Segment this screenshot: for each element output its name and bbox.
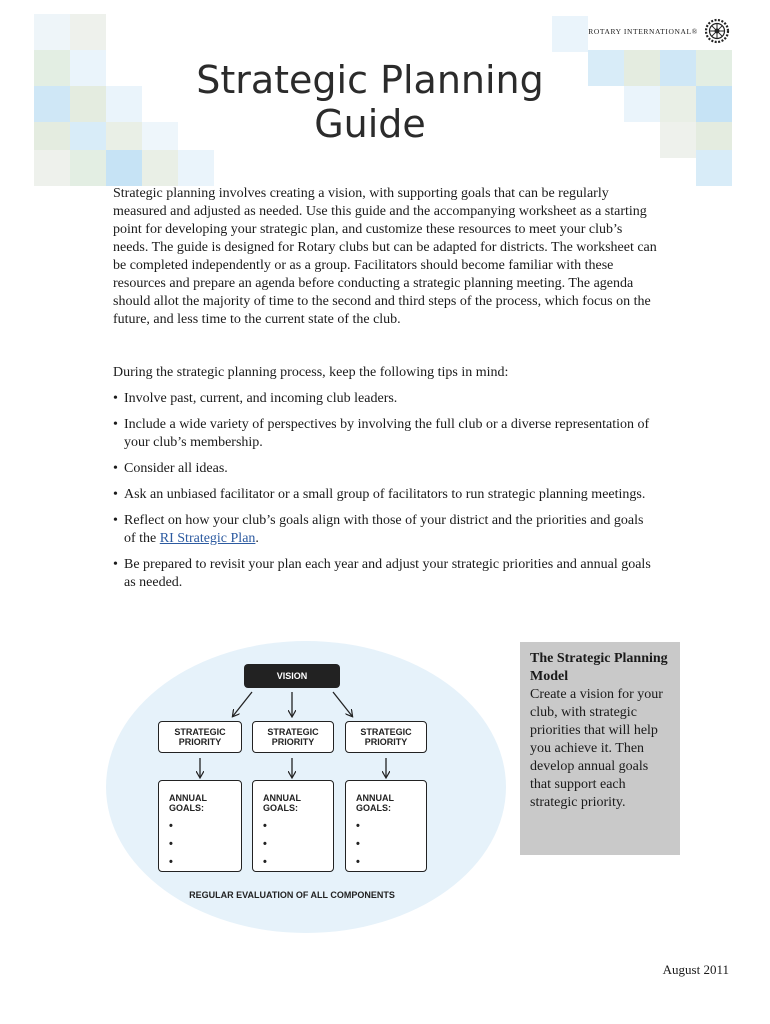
tip-text-end: . <box>255 531 259 546</box>
goal-bullet: • <box>169 820 173 832</box>
tip-text: Be prepared to revisit your plan each year and adjust your strategic priorities and annual goals as needed. <box>124 557 651 590</box>
annual-goals-box <box>252 780 334 872</box>
priority-label-1: STRATEGIC <box>360 727 412 737</box>
title-line-2: Guide <box>314 102 426 146</box>
goal-bullet: • <box>263 838 267 850</box>
priority-label-2: PRIORITY <box>178 737 222 747</box>
annual-goals-box <box>158 780 242 872</box>
intro-paragraph: Strategic planning involves creating a vision, with supporting goals that can be regularly measured and adjusted as needed. Use this guide and the accompanying worksheet as a starting point for developing your strategic plan, and customize these resources to meet your club’s needs. The guide is designed for Rotary clubs but can be adapted for districts. The worksheet can be completed independently or as a group. Facilitators should become familiar with these resources and prepare an agenda before conducting a strategic planning meeting. The agenda should allot the majority of time to the second and third steps of the process, which focus on the future, and less time to the current state of the club. <box>113 186 657 327</box>
sidebar-body: Create a vision for your club, with strategic priorities that will help you achieve it. Then develop annual goals that support each strategic priority. <box>530 687 663 810</box>
goals-label: ANNUAL GOALS: <box>169 793 207 813</box>
annual-goals-box <box>345 780 427 872</box>
tip-text: Reflect on how your club’s goals align with those of your district and the priorities and goals of the <box>124 513 644 546</box>
goal-bullet: • <box>356 838 360 850</box>
title-line-1: Strategic Planning <box>196 58 544 102</box>
model-sidebar <box>520 642 680 855</box>
priority-label-1: STRATEGIC <box>174 727 226 737</box>
priority-label-1: STRATEGIC <box>267 727 319 737</box>
footer-date: August 2011 <box>662 962 729 977</box>
bullet: • <box>113 417 118 432</box>
strategic-priority-box <box>345 721 427 753</box>
goal-bullet: • <box>263 820 267 832</box>
goal-bullet: • <box>263 856 267 868</box>
bullet: • <box>113 487 118 502</box>
arrow <box>333 692 352 716</box>
bullet: • <box>113 513 118 528</box>
priority-label-2: PRIORITY <box>364 737 408 747</box>
goals-label: ANNUAL GOALS: <box>356 793 394 813</box>
tip-text: Involve past, current, and incoming club leaders. <box>124 391 398 406</box>
tips-intro: During the strategic planning process, keep the following tips in mind: <box>113 365 509 380</box>
goals-label: ANNUAL GOALS: <box>263 793 301 813</box>
bullet: • <box>113 391 118 406</box>
tip-text: Ask an unbiased facilitator or a small group of facilitators to run strategic planning meetings. <box>124 487 646 502</box>
strategic-priority-box <box>158 721 242 753</box>
goal-bullet: • <box>169 838 173 850</box>
logo-text: ROTARY INTERNATIONAL® <box>588 26 698 36</box>
sidebar-title: The Strategic Planning Model <box>530 651 668 684</box>
tip-text: Consider all ideas. <box>124 461 228 476</box>
priority-label-2: PRIORITY <box>271 737 315 747</box>
strategic-priority-box <box>252 721 334 753</box>
tip-text: Include a wide variety of perspectives by involving the full club or a diverse representation of your club’s membership. <box>124 417 650 450</box>
bullet: • <box>113 557 118 572</box>
goal-bullet: • <box>169 856 173 868</box>
arrow <box>233 692 252 716</box>
bullet: • <box>113 461 118 476</box>
vision-box: VISION <box>244 664 340 688</box>
evaluation-label: REGULAR EVALUATION OF ALL COMPONENTS <box>189 890 395 900</box>
goal-bullet: • <box>356 820 360 832</box>
goal-bullet: • <box>356 856 360 868</box>
ri-strategic-plan-link[interactable]: RI Strategic Plan <box>159 531 256 546</box>
